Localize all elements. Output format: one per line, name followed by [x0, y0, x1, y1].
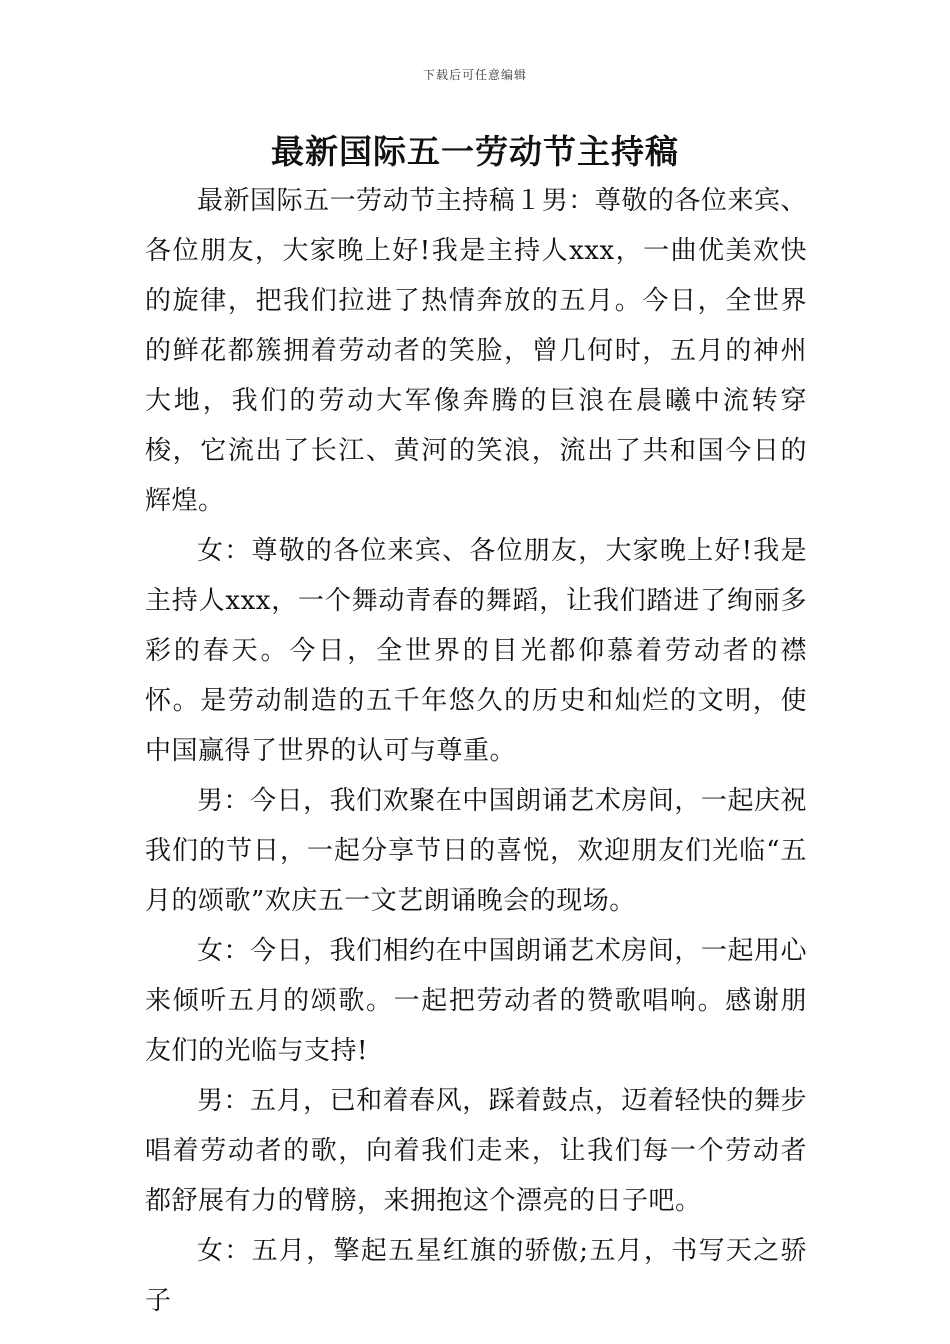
header-note: 下载后可任意编辑: [422, 68, 527, 82]
paragraph-1: 最新国际五一劳动节主持稿１男：尊敬的各位来宾、各位朋友，大家晚上好!我是主持人xxx，一曲优美欢快的旋律，把我们拉进了热情奔放的五月。今日，全世界的鲜花都簇拥着劳动者的笑脸，曾几何时，五月的神州大地，我们的劳动大军像奔腾的巨浪在晨曦中流转穿梭，它流出了长江、黄河的笑浪，流出了共和国今日的辉煌。: [145, 186, 807, 516]
paragraph-5: 男：五月，已和着春风，踩着鼓点，迈着轻快的舞步唱着劳动者的歌，向着我们走来，让我们每一个劳动者都舒展有力的臂膀，来拥抱这个漂亮的日子吧。: [145, 1086, 807, 1216]
paragraph-4: 女：今日，我们相约在中国朗诵艺术房间，一起用心来倾听五月的颂歌。一起把劳动者的赞歌唱响。感谢朋友们的光临与支持!: [145, 936, 807, 1066]
paragraph-2: 女：尊敬的各位来宾、各位朋友，大家晚上好!我是主持人xxx，一个舞动青春的舞蹈，让我们踏进了绚丽多彩的春天。今日，全世界的目光都仰慕着劳动者的襟怀。是劳动制造的五千年悠久的历史和灿烂的文明，使中国赢得了世界的认可与尊重。: [145, 536, 807, 766]
paragraph-6: 女：五月，擎起五星红旗的骄傲;五月，书写天之骄子: [145, 1236, 807, 1316]
document-body: [145, 176, 807, 1326]
paragraph-3: 男：今日，我们欢聚在中国朗诵艺术房间，一起庆祝我们的节日，一起分享节日的喜悦，欢迎朋友们光临“五月的颂歌”欢庆五一文艺朗诵晚会的现场。: [145, 786, 807, 916]
document-title: 最新国际五一劳动节主持稿: [271, 132, 679, 171]
